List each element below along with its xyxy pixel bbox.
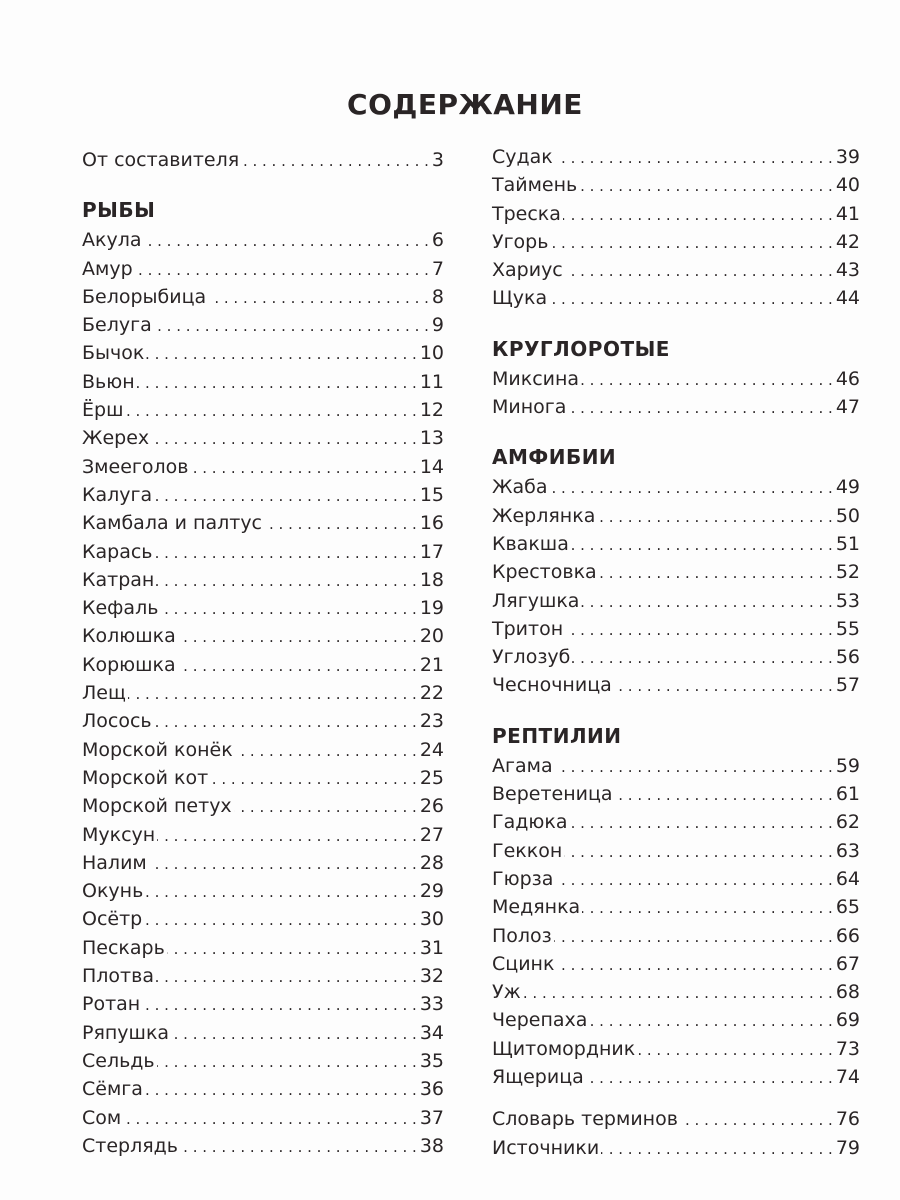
entry-page: 59 (835, 754, 860, 777)
entry-page: 64 (835, 867, 860, 890)
dot-leader (597, 503, 832, 531)
entry-page: 11 (419, 370, 444, 393)
dot-leader (125, 397, 416, 425)
entry-name: Хариус (492, 259, 563, 282)
entry-page: 53 (835, 589, 860, 612)
dot-leader (178, 652, 417, 680)
entry-name: Ящерица (492, 1066, 584, 1089)
amphibians-list (492, 473, 860, 699)
dot-leader (149, 850, 417, 878)
entry-page: 73 (835, 1037, 860, 1060)
entry-page: 67 (835, 952, 860, 975)
entry-page: 37 (419, 1106, 444, 1129)
reptiles-list (492, 752, 860, 1092)
entry-page: 62 (835, 811, 860, 834)
entry-name: Тритон (492, 617, 564, 640)
dot-leader (190, 454, 416, 482)
section-heading-reptiles: РЕПТИЛИИ (492, 723, 622, 748)
toc-entry[interactable] (82, 849, 444, 877)
entry-name: Источники (492, 1136, 600, 1159)
fish-list (82, 226, 444, 1160)
dot-leader (154, 708, 417, 736)
entry-page: 23 (419, 710, 444, 733)
entry-page: 30 (419, 908, 444, 931)
entry-page: 68 (835, 981, 860, 1004)
dot-leader (549, 285, 833, 313)
toc-entry[interactable] (82, 424, 444, 452)
section-heading-cyclostomes: КРУГЛОРОТЫЕ (492, 336, 670, 361)
entry-page: 33 (419, 993, 444, 1016)
entry-page: 16 (419, 512, 444, 535)
toc-entry[interactable] (492, 643, 860, 671)
entry-name: Полоз (492, 924, 552, 947)
entry-name: Миксина (492, 367, 580, 390)
entry-name: От составителя (82, 149, 240, 171)
toc-entry[interactable] (492, 865, 860, 893)
section-heading-amphibians: АМФИБИИ (492, 445, 617, 470)
entry-name: Гадюка (492, 811, 568, 834)
entry-page: 79 (835, 1136, 860, 1159)
dot-leader (589, 1007, 832, 1035)
toc-entry[interactable] (492, 808, 860, 836)
dot-leader (210, 765, 417, 793)
toc-entry[interactable] (492, 284, 860, 312)
dot-leader (154, 482, 417, 510)
toc-entry[interactable] (492, 615, 860, 643)
entry-page: 50 (835, 504, 860, 527)
entry-name: Чесночница (492, 674, 612, 697)
entry-page: 44 (835, 287, 860, 310)
entry-name: Пескарь (82, 936, 165, 959)
entry-name: Черепаха (492, 1009, 588, 1032)
dot-leader (565, 616, 833, 644)
toc-entry[interactable] (492, 752, 860, 780)
toc-entry[interactable] (492, 171, 860, 199)
entry-name: Щитомордник (492, 1037, 636, 1060)
dot-leader (146, 340, 416, 368)
toc-entry[interactable] (82, 396, 444, 424)
dot-leader (554, 923, 833, 951)
dot-leader (154, 312, 429, 340)
entry-page: 39 (835, 146, 860, 168)
toc-entry[interactable] (82, 453, 444, 481)
entry-page: 61 (835, 783, 860, 806)
entry-page: 3 (431, 149, 444, 171)
entry-name: Сом (82, 1106, 122, 1129)
toc-entry[interactable] (492, 558, 860, 586)
toc-entry-sources[interactable] (492, 1134, 860, 1162)
toc-entry[interactable] (82, 1019, 444, 1047)
dot-leader (549, 474, 832, 502)
entry-page: 41 (835, 202, 860, 225)
entry-page: 28 (419, 851, 444, 874)
dot-leader (586, 1064, 833, 1092)
dot-leader (156, 567, 416, 595)
entry-page: 52 (835, 561, 860, 584)
toc-left-column (82, 146, 444, 1160)
toc-entry[interactable] (492, 780, 860, 808)
dot-leader (569, 809, 832, 837)
toc-entry[interactable] (492, 978, 860, 1006)
entry-name: Калуга (82, 483, 153, 506)
entry-name: Лягушка (492, 589, 580, 612)
toc-entry[interactable] (492, 502, 860, 530)
dot-leader (601, 1135, 833, 1163)
toc-entry[interactable] (82, 368, 444, 396)
entry-page: 19 (419, 597, 444, 620)
toc-entry[interactable] (492, 473, 860, 501)
dot-leader (178, 623, 417, 651)
entry-name: Лещ (82, 682, 126, 705)
entry-page: 57 (835, 674, 860, 697)
entry-name: Словарь терминов (492, 1108, 678, 1131)
dot-leader (555, 144, 833, 172)
entry-page: 21 (419, 653, 444, 676)
toc-entry[interactable] (82, 255, 444, 283)
entry-name: Ёрш (82, 399, 124, 422)
toc-entry[interactable] (492, 1006, 860, 1034)
toc-entry[interactable] (492, 1063, 860, 1091)
entry-page: 8 (431, 285, 444, 308)
page-title: СОДЕРЖАНИЕ (347, 88, 583, 121)
toc-entry[interactable] (82, 283, 444, 311)
entry-name: Морской петух (82, 795, 232, 818)
entry-name: Веретеница (492, 783, 613, 806)
dot-leader (615, 781, 833, 809)
entry-name: Белуга (82, 314, 152, 337)
dot-leader (599, 559, 833, 587)
entry-page: 25 (419, 766, 444, 789)
entry-name: Налим (82, 851, 147, 874)
toc-entry[interactable] (492, 228, 860, 256)
entry-page: 56 (835, 646, 860, 669)
dot-leader (564, 838, 833, 866)
entry-name: Сцинк (492, 952, 555, 975)
entry-page: 6 (431, 229, 444, 252)
entry-page: 14 (419, 455, 444, 478)
toc-entry[interactable] (82, 481, 444, 509)
entry-page: 49 (835, 476, 860, 499)
dot-leader (171, 1020, 417, 1048)
dot-leader (571, 531, 833, 559)
toc-entry[interactable] (82, 821, 444, 849)
entry-name: Жерлянка (492, 504, 596, 527)
dot-leader (135, 256, 429, 284)
dot-leader (555, 866, 832, 894)
entry-page: 36 (419, 1078, 444, 1101)
entry-page: 65 (835, 896, 860, 919)
entry-name: Таймень (492, 174, 578, 197)
entry-name: Муксун (82, 823, 156, 846)
entry-page: 34 (419, 1021, 444, 1044)
entry-name: Лосось (82, 710, 152, 733)
toc-entry[interactable] (82, 679, 444, 707)
dot-leader (157, 1048, 417, 1076)
dot-leader (637, 1036, 833, 1064)
entry-name: Ряпушка (82, 1021, 170, 1044)
entry-page: 76 (835, 1108, 860, 1131)
entry-name: Карась (82, 540, 153, 563)
entry-name: Сёмга (82, 1078, 143, 1101)
dot-leader (563, 201, 833, 229)
entry-name: Осётр (82, 908, 143, 931)
entry-name: Камбала и палтус (82, 512, 263, 535)
entry-page: 32 (419, 965, 444, 988)
entry-name: Минога (492, 396, 567, 419)
dot-leader (208, 284, 429, 312)
entry-page: 13 (419, 427, 444, 450)
toc-entry[interactable] (492, 200, 860, 228)
toc-entry[interactable] (82, 736, 444, 764)
toc-entry-glossary[interactable] (492, 1105, 860, 1133)
toc-entry[interactable] (82, 622, 444, 650)
section-heading-fish: РЫБЫ (82, 198, 156, 223)
entry-page: 42 (835, 230, 860, 253)
dot-leader (556, 951, 832, 979)
entry-name: Вьюн (82, 370, 135, 393)
toc-entry[interactable] (82, 594, 444, 622)
dot-leader (568, 394, 832, 422)
entry-name: Белорыбица (82, 285, 207, 308)
dot-leader (234, 793, 417, 821)
dot-leader (235, 737, 417, 765)
dot-leader (128, 680, 417, 708)
entry-page: 35 (419, 1049, 444, 1072)
dot-leader (523, 979, 833, 1007)
toc-entry[interactable] (82, 905, 444, 933)
toc-entry[interactable] (492, 393, 860, 421)
dot-leader (157, 822, 417, 850)
entry-name: Акула (82, 229, 142, 252)
dot-leader (614, 672, 833, 700)
dot-leader (680, 1106, 833, 1134)
entry-page: 20 (419, 625, 444, 648)
toc-entry[interactable] (492, 893, 860, 921)
toc-entry[interactable] (82, 934, 444, 962)
toc-entry[interactable] (82, 566, 444, 594)
entry-name: Судак (492, 146, 553, 168)
toc-entry[interactable] (492, 587, 860, 615)
toc-right-column (492, 143, 860, 1162)
entry-page: 40 (835, 174, 860, 197)
entry-page: 15 (419, 483, 444, 506)
toc-entry[interactable] (82, 877, 444, 905)
entry-name: Змееголов (82, 455, 189, 478)
toc-entry[interactable] (82, 226, 444, 254)
entry-page: 12 (419, 399, 444, 422)
dot-leader (555, 753, 833, 781)
entry-page: 9 (431, 314, 444, 337)
entry-name: Окунь (82, 880, 144, 903)
entry-name: Кефаль (82, 597, 159, 620)
toc-entry-intro[interactable] (82, 146, 444, 174)
entry-page: 63 (835, 839, 860, 862)
dot-leader (145, 878, 417, 906)
entry-name: Медянка (492, 896, 581, 919)
toc-entry[interactable] (82, 538, 444, 566)
fish-list-continued (492, 143, 860, 313)
entry-name: Углозуб (492, 646, 571, 669)
entry-page: 31 (419, 936, 444, 959)
dot-leader (572, 644, 832, 672)
toc-entry[interactable] (492, 1035, 860, 1063)
toc-entry[interactable] (82, 651, 444, 679)
dot-leader (145, 1076, 417, 1104)
entry-name: Амур (82, 257, 133, 280)
entry-page: 66 (835, 924, 860, 947)
entry-page: 27 (419, 823, 444, 846)
entry-name: Сельдь (82, 1049, 155, 1072)
dot-leader (160, 595, 416, 623)
dot-leader (154, 539, 416, 567)
dot-leader (565, 257, 833, 285)
entry-name: Гюрза (492, 867, 554, 890)
toc-entry[interactable] (82, 311, 444, 339)
dot-leader (581, 588, 832, 616)
entry-name: Геккон (492, 839, 563, 862)
dot-leader (579, 172, 833, 200)
entry-page: 47 (835, 396, 860, 419)
entry-page: 51 (835, 532, 860, 555)
toc-entry[interactable] (492, 365, 860, 393)
entry-name: Жаба (492, 476, 548, 499)
entry-name: Уж (492, 981, 521, 1004)
entry-page: 10 (419, 342, 444, 365)
dot-leader (137, 369, 417, 397)
entry-name: Ротан (82, 993, 141, 1016)
dot-leader (581, 366, 833, 394)
toc-entry[interactable] (82, 509, 444, 537)
entry-name: Агама (492, 754, 553, 777)
back-matter-list (492, 1105, 860, 1162)
entry-name: Морской кот (82, 766, 209, 789)
entry-page: 38 (419, 1134, 444, 1157)
toc-entry[interactable] (82, 792, 444, 820)
entry-name: Квакша (492, 532, 569, 555)
toc-entry[interactable] (82, 707, 444, 735)
dot-leader (156, 963, 417, 991)
toc-entry[interactable] (82, 1075, 444, 1103)
entry-name: Угорь (492, 230, 549, 253)
toc-entry[interactable] (82, 339, 444, 367)
dot-leader (241, 147, 429, 175)
entry-page: 7 (431, 257, 444, 280)
entry-name: Колюшка (82, 625, 176, 648)
toc-entry[interactable] (492, 143, 860, 171)
cyclostomes-list (492, 365, 860, 422)
entry-name: Плотва (82, 965, 154, 988)
entry-name: Крестовка (492, 561, 597, 584)
entry-page: 17 (419, 540, 444, 563)
toc-entry[interactable] (82, 764, 444, 792)
entry-page: 18 (419, 568, 444, 591)
entry-page: 43 (835, 259, 860, 282)
entry-name: Щука (492, 287, 548, 310)
entry-page: 55 (835, 617, 860, 640)
entry-page: 69 (835, 1009, 860, 1032)
dot-leader (151, 425, 417, 453)
toc-entry[interactable] (492, 530, 860, 558)
entry-name: Морской конёк (82, 738, 233, 761)
entry-name: Стерлядь (82, 1134, 178, 1157)
entry-page: 74 (835, 1066, 860, 1089)
dot-leader (582, 894, 833, 922)
entry-name: Жерех (82, 427, 150, 450)
toc-entry[interactable] (492, 837, 860, 865)
toc-entry[interactable] (82, 1132, 444, 1160)
dot-leader (144, 906, 417, 934)
entry-page: 29 (419, 880, 444, 903)
toc-entry[interactable] (492, 950, 860, 978)
entry-page: 24 (419, 738, 444, 761)
entry-name: Катран (82, 568, 155, 591)
toc-entry[interactable] (82, 990, 444, 1018)
dot-leader (180, 1133, 417, 1161)
toc-entry[interactable] (82, 1047, 444, 1075)
dot-leader (144, 227, 429, 255)
entry-page: 26 (419, 795, 444, 818)
toc-entry[interactable] (82, 1104, 444, 1132)
entry-page: 22 (419, 682, 444, 705)
toc-entry[interactable] (492, 922, 860, 950)
toc-entry[interactable] (492, 256, 860, 284)
entry-page: 46 (835, 367, 860, 390)
dot-leader (167, 935, 417, 963)
entry-name: Бычок (82, 342, 145, 365)
entry-name: Треска (492, 202, 561, 225)
dot-leader (264, 510, 417, 538)
dot-leader (550, 229, 832, 257)
entry-name: Корюшка (82, 653, 176, 676)
dot-leader (123, 1105, 417, 1133)
toc-entry[interactable] (82, 962, 444, 990)
toc-entry[interactable] (492, 671, 860, 699)
dot-leader (142, 991, 417, 1019)
